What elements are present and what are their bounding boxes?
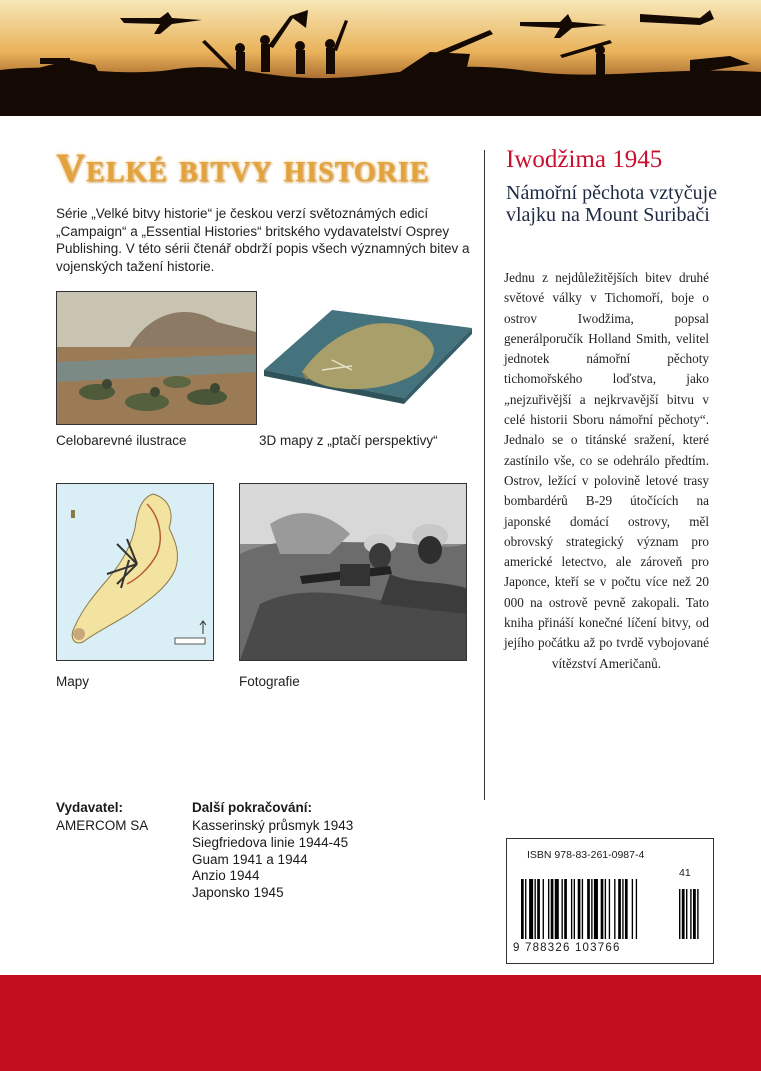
caption-3d-maps: 3D mapy z „ptačí perspektivy“ bbox=[259, 433, 438, 448]
barcode bbox=[506, 838, 714, 964]
ean-digits: 9 788326 103766 bbox=[513, 942, 621, 954]
list-item: Siegfriedova linie 1944-45 bbox=[192, 834, 349, 850]
header-banner bbox=[0, 0, 761, 116]
map-image bbox=[56, 483, 214, 661]
next-volumes-list bbox=[192, 818, 353, 902]
publisher-label: Vydavatel: bbox=[56, 800, 124, 815]
caption-photos: Fotografie bbox=[239, 674, 300, 689]
list-item: Anzio 1944 bbox=[192, 868, 260, 884]
photo-image bbox=[239, 483, 467, 661]
list-item: Kasserinský průsmyk 1943 bbox=[192, 818, 354, 833]
barcode-addon-digits: 41 bbox=[679, 867, 691, 879]
isbn-text: ISBN 978-83-261-0987-4 bbox=[527, 849, 645, 861]
book-blurb: Jednu z nejdůležitějších bitev druhé světové války v Tichomoří, boje o ostrov Iwodžima, popsal generálporučík Holland Smith, velitel jednotek námořní pěchoty tichomořského loďstva, jako „nejzuřivější a nejkrvavější bitvu v celé historii Sboru námořní pěchoty“. Jednalo se o titánské sražení, které zastínilo vše, co se odehrálo předtím. Ostrov, ležící v polovině letové trasy bombardérů B-29 útočících na japonské domácí ostrovy, měl obrovský strategický význam pro americké letectvo, ale zároveň pro Japonce, kteří se v počtu více než 20 000 na ostrově pevně zakopali. Tato kniha přináší konečné líčení bitvy, od jejího počátku až po tvrdě vybojované vítězství Američanů. bbox=[504, 270, 709, 671]
illustration-image bbox=[56, 291, 257, 425]
book-title: Iwodžima 1945 bbox=[506, 146, 663, 173]
series-intro: Série „Velké bitvy historie“ je českou verzí světoznámých edicí „Campaign“ a „Essential Histories“ britského vydavatelství Osprey Publishing. V této sérii čtenář obdrží popis všech významných bitev a vojenských tažení historie. bbox=[56, 206, 470, 274]
footer-band bbox=[0, 975, 761, 1071]
caption-illustrations: Celobarevné ilustrace bbox=[56, 433, 187, 448]
list-item: Guam 1941 a 1944 bbox=[192, 851, 308, 867]
column-divider bbox=[484, 150, 485, 800]
soldiers-silhouette-banner bbox=[0, 0, 761, 116]
list-item: Japonsko 1945 bbox=[192, 885, 284, 901]
publisher-name: AMERCOM SA bbox=[56, 818, 149, 833]
map3d-image bbox=[262, 300, 474, 410]
book-subtitle: Námořní pěchota vztyčuje vlajku na Mount Suribači bbox=[506, 182, 718, 226]
caption-maps: Mapy bbox=[56, 674, 90, 689]
barcode-bars bbox=[521, 879, 701, 941]
series-title: Velké bitvy historie bbox=[56, 145, 430, 190]
next-volumes-label: Další pokračování: bbox=[192, 800, 313, 815]
